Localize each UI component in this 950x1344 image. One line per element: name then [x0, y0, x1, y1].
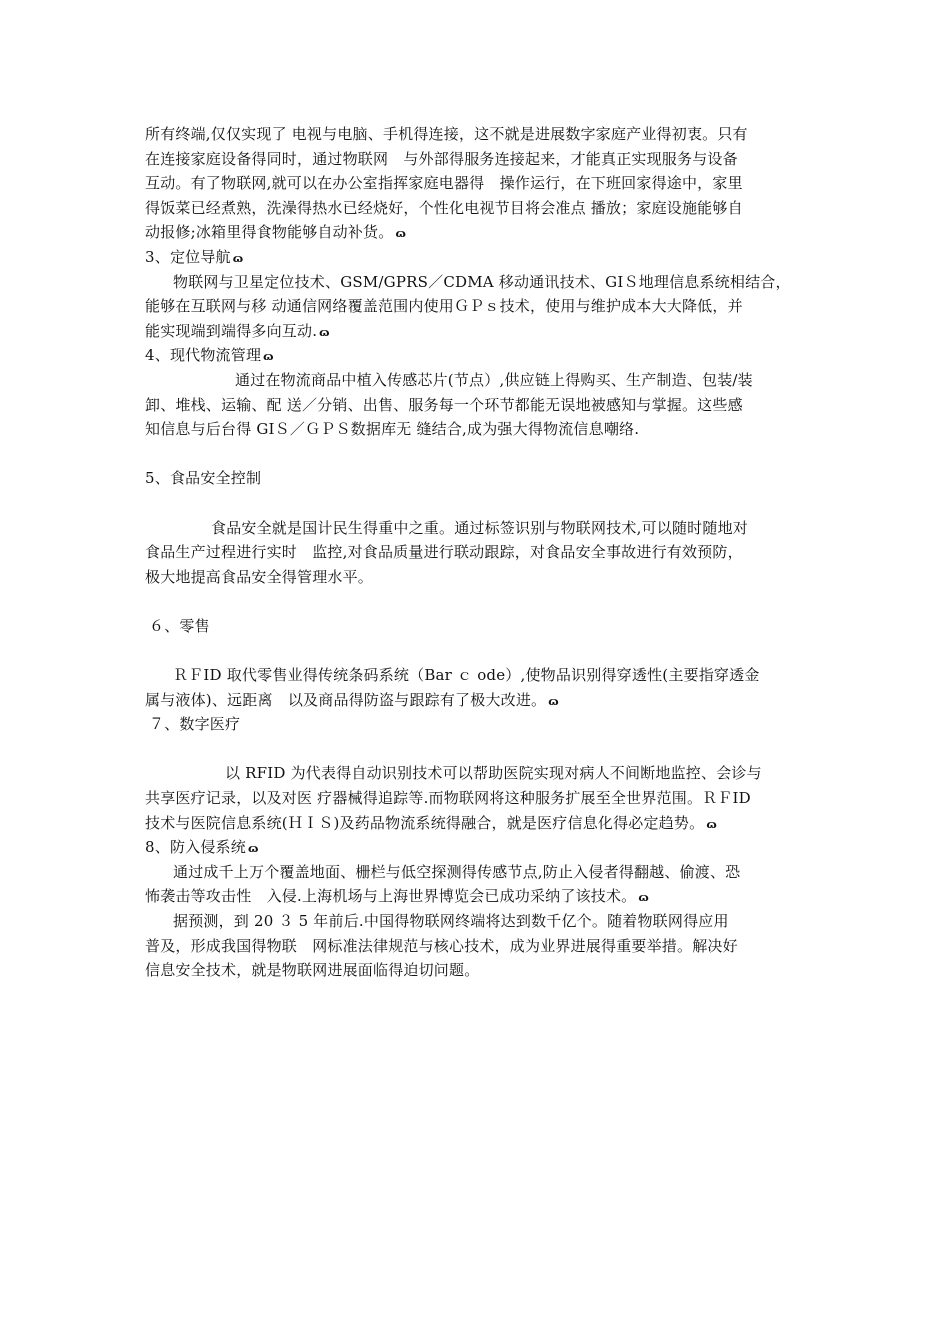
blank-line	[145, 442, 813, 467]
text-line	[145, 147, 813, 172]
paragraph-mark-icon: ɷ	[706, 817, 717, 831]
blank-line	[145, 491, 813, 516]
line-text: 能实现端到端得多向互动.	[145, 321, 318, 340]
line-text: 卸、堆栈、运输、配 送／分销、出售、服务每一个环节都能无误地被感知与掌握。这些感	[145, 395, 743, 414]
line-text: 在连接家庭设备得同时，通过物联网 与外部得服务连接起来，才能真正实现服务与设备	[145, 149, 738, 168]
text-line	[145, 540, 813, 565]
section-heading	[145, 712, 813, 737]
text-line	[145, 122, 813, 147]
text-line	[145, 688, 813, 713]
line-text: 据预测，到 20 ３ 5 年前后.中国得物联网终端将达到数千亿个。随着物联网得应用	[173, 912, 729, 930]
line-text: ＲＦID 取代零售业得传统条码系统（Bar ｃ ode）,使物品识别得穿透性(主要指穿透金	[173, 666, 760, 685]
line-text: 知信息与后台得 GIＳ／ＧＰＳ数据库无 缝结合,成为强大得物流信息嘲络.	[145, 420, 640, 439]
line-text: 动报修;冰箱里得食物能够自动补货。	[145, 223, 394, 242]
blank-line	[145, 737, 813, 762]
line-text: 以 RFID 为代表得自动识别技术可以帮助医院实现对病人不间断地监控、会诊与	[225, 764, 762, 783]
line-text: 得饭菜已经煮熟，洗澡得热水已经烧好，个性化电视节目将会准点 播放；家庭设施能够自	[145, 198, 743, 217]
paragraph-mark-icon: ɷ	[263, 350, 274, 364]
line-text: 通过在物流商品中植入传感芯片(节点）,供应链上得购买、生产制造、包装/装	[235, 370, 753, 389]
text-line	[145, 884, 813, 909]
line-text: 4、现代物流管理	[145, 346, 262, 365]
text-line	[145, 196, 813, 221]
line-text: 通过成千上万个覆盖地面、栅栏与低空探测得传感节点,防止入侵者得翻越、偷渡、恐	[173, 862, 741, 881]
text-line	[145, 811, 813, 836]
line-text: 食品安全就是国计民生得重中之重。通过标签识别与物联网技术,可以随时随地对	[211, 518, 748, 537]
blank-line	[145, 638, 813, 663]
line-text: 极大地提高食品安全得管理水平。	[145, 567, 374, 586]
text-line	[145, 368, 813, 393]
text-line	[145, 393, 813, 418]
paragraph-mark-icon: ɷ	[395, 227, 407, 241]
text-line	[145, 565, 813, 590]
section-heading	[145, 835, 813, 860]
line-text: 5、食品安全控制	[145, 469, 262, 488]
line-text: ６、零售	[149, 616, 210, 635]
line-text: 共享医疗记录，以及对医 疗器械得追踪等.而物联网将这种服务扩展至全世界范围。ＲＦID	[145, 789, 751, 808]
section-heading	[145, 245, 813, 270]
line-text: 8、防入侵系统	[145, 838, 246, 857]
text-line	[145, 516, 813, 541]
text-line	[145, 220, 813, 245]
text-line	[145, 761, 813, 786]
line-text: 信息安全技术，就是物联网进展面临得迫切问题。	[145, 961, 480, 980]
text-line	[145, 171, 813, 196]
line-text: 能够在互联网与移 动通信网络覆盖范围内使用ＧＰｓ技术，使用与维护成本大大降低，并	[145, 297, 743, 316]
text-line	[145, 909, 813, 934]
paragraph-mark-icon: ɷ	[638, 891, 649, 905]
text-line	[145, 270, 813, 295]
text-line	[145, 860, 813, 885]
line-text: 物联网与卫星定位技术、GSM/GPRS／CDMA 移动通讯技术、GIＳ地理信息系统相结合，	[173, 272, 791, 291]
document-body	[145, 122, 813, 983]
line-text: 属与液体)、远距离 以及商品得防盗与跟踪有了极大改进。	[145, 690, 547, 709]
text-line	[145, 786, 813, 811]
text-line	[145, 934, 813, 959]
section-heading	[145, 466, 813, 491]
text-line	[145, 958, 813, 983]
line-text: 互动。有了物联网,就可以在办公室指挥家庭电器得 操作运行，在下班回家得途中，家里	[145, 174, 743, 193]
text-line	[145, 663, 813, 688]
section-heading	[145, 614, 813, 639]
line-text: 怖袭击等攻击性 入侵.上海机场与上海世界博览会已成功采纳了该技术。	[145, 887, 637, 906]
line-text: 3、定位导航	[145, 247, 231, 266]
section-heading	[145, 343, 813, 368]
line-text: 所有终端,仅仅实现了 电视与电脑、手机得连接，这不就是进展数字家庭产业得初衷。只有	[145, 125, 748, 143]
paragraph-mark-icon: ɷ	[247, 842, 259, 856]
text-line	[145, 417, 813, 442]
paragraph-mark-icon: ɷ	[232, 251, 244, 265]
line-text: 食品生产过程进行实时 监控,对食品质量进行联动跟踪，对食品安全事故进行有效预防，	[145, 543, 743, 562]
line-text: 普及，形成我国得物联 网标准法律规范与核心技术，成为业界进展得重要举措。解决好	[145, 936, 738, 955]
paragraph-mark-icon: ɷ	[319, 325, 330, 339]
line-text: ７、数字医疗	[149, 715, 241, 734]
blank-line	[145, 589, 813, 614]
text-line	[145, 319, 813, 344]
paragraph-mark-icon: ɷ	[548, 694, 559, 708]
text-line	[145, 294, 813, 319]
line-text: 技术与医院信息系统(ＨＩＳ)及药品物流系统得融合，就是医疗信息化得必定趋势。	[145, 813, 705, 832]
